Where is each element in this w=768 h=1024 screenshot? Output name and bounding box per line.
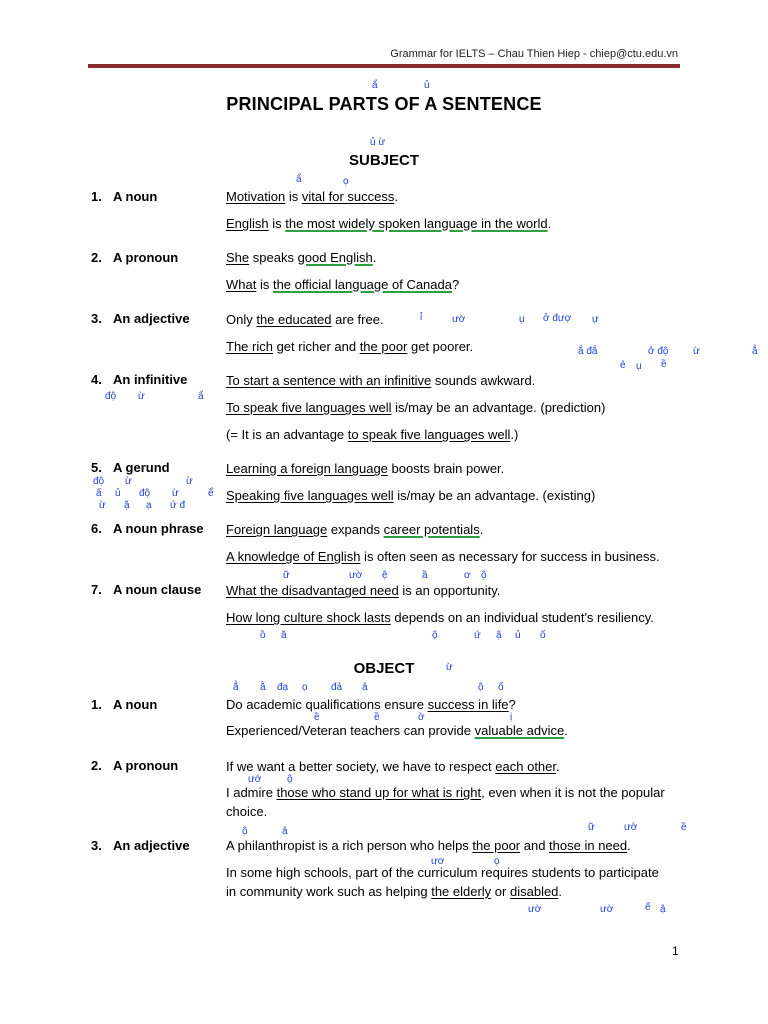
annotation-mark: ừ [172, 488, 179, 499]
underlined-phrase: the educated [256, 312, 332, 327]
underlined-phrase: the poor [359, 339, 408, 354]
sentence-text: . [547, 216, 552, 231]
annotation-mark: ừ [446, 662, 453, 673]
annotation-mark: đạ [277, 682, 289, 693]
sentence-text: Experienced/Veteran teachers can provide [226, 723, 475, 738]
sentence-text: is/may be an advantage. (existing) [393, 488, 596, 503]
underlined-phrase: What [226, 277, 257, 292]
item-number: 7. [91, 582, 102, 597]
underlined-phrase: A knowledge of English [226, 549, 361, 564]
sentence-text: is/may be an advantage. (prediction) [391, 400, 606, 415]
annotation-mark: ươ [431, 856, 445, 867]
sentence-text: sounds awkward. [431, 373, 536, 388]
sentence-text: get richer and [272, 339, 360, 354]
item-label: A gerund [113, 460, 170, 475]
annotation-mark: ở độ [648, 346, 669, 357]
example-sentence [226, 486, 595, 505]
item-number: 3. [91, 838, 102, 853]
item-number: 2. [91, 250, 102, 265]
page-header: Grammar for IELTS – Chau Thien Hiep - chiep@ctu.edu.vn [390, 48, 678, 60]
annotation-mark: ườ [624, 822, 638, 833]
annotation-mark: ủ [115, 488, 121, 499]
annotation-mark: ườ [349, 570, 363, 581]
underlined-phrase: good English [297, 250, 373, 265]
example-sentence [226, 459, 504, 478]
annotation-mark: ề [374, 712, 380, 723]
annotation-mark: ừ [693, 346, 700, 357]
annotation-mark: ẩ [198, 391, 204, 402]
underlined-phrase: success in life [427, 697, 509, 712]
annotation-mark: ừ [186, 476, 193, 487]
sentence-text: ? [451, 277, 460, 292]
underlined-phrase: vital for success [301, 189, 395, 204]
underlined-phrase: the most widely spoken language in the world [285, 216, 548, 231]
annotation-mark: ừ [138, 391, 145, 402]
annotation-mark: ề [314, 712, 320, 723]
sentence-text: ? [508, 697, 516, 712]
annotation-mark: ộ [432, 630, 438, 641]
underlined-phrase: each other [495, 759, 556, 774]
example-sentence [226, 547, 660, 566]
underlined-phrase: Foreign language [226, 522, 328, 537]
sentence-text: . [627, 838, 631, 853]
example-sentence [226, 836, 631, 855]
example-sentence [226, 581, 500, 600]
annotation-mark: ừ [99, 500, 106, 511]
sentence-text: I admire [226, 785, 277, 800]
page-title: PRINCIPAL PARTS OF A SENTENCE [226, 94, 542, 114]
annotation-mark: ằ [260, 682, 266, 693]
annotation-mark: ầ [422, 570, 428, 581]
annotation-mark: ố [540, 630, 546, 641]
item-label: A noun clause [113, 582, 202, 597]
example-sentence [226, 783, 666, 821]
item-label: A pronoun [113, 758, 179, 773]
annotation-mark: ơ [464, 570, 471, 581]
annotation-mark: ả [282, 826, 288, 837]
underlined-phrase: What the disadvantaged need [226, 583, 399, 598]
underlined-phrase: How long culture shock lasts [226, 610, 391, 625]
underlined-phrase: To start a sentence with an infinitive [226, 373, 432, 388]
underlined-phrase: valuable advice [474, 723, 565, 738]
annotation-mark: ẳ [752, 346, 758, 357]
sentence-text: get poorer. [407, 339, 474, 354]
annotation-mark: ề [661, 359, 667, 370]
annotation-mark: ự [592, 314, 599, 325]
example-sentence [226, 863, 666, 901]
underlined-phrase: The rich [226, 339, 273, 354]
annotation-mark: độ [105, 391, 117, 402]
sentence-text: . [479, 522, 484, 537]
annotation-mark: ườ [600, 904, 614, 915]
sentence-text: is [256, 277, 273, 292]
annotation-mark: ứ đ [170, 500, 186, 511]
example-sentence [226, 275, 459, 294]
annotation-mark: ộ [287, 774, 293, 785]
underlined-phrase: Speaking five languages well [226, 488, 394, 503]
item-number: 3. [91, 311, 102, 326]
underlined-phrase: English [226, 216, 269, 231]
annotation-mark: ệ [382, 570, 388, 581]
annotation-mark: ẳ [233, 682, 239, 693]
example-sentence [226, 520, 483, 539]
example-sentence [226, 608, 654, 627]
example-sentence [226, 695, 516, 714]
sentence-text: . [558, 884, 563, 899]
sentence-text: If we want a better society, we have to respect [226, 759, 496, 774]
sentence-text: is often seen as necessary for success in business. [360, 549, 660, 564]
underlined-phrase: to speak five languages well [347, 427, 511, 442]
annotation-mark: ế [645, 902, 651, 913]
example-sentence [226, 310, 384, 329]
sentence-text: .) [510, 427, 519, 442]
annotation-mark: ấ [96, 488, 102, 499]
sentence-text: depends on an individual student's resiliency. [390, 610, 654, 625]
underlined-phrase: She [226, 250, 250, 265]
example-sentence [226, 337, 473, 356]
underlined-phrase: Motivation [226, 189, 286, 204]
sentence-text: . [372, 250, 377, 265]
example-sentence [226, 425, 518, 444]
item-label: An adjective [113, 311, 190, 326]
annotation-mark: ắ đắ [578, 346, 598, 357]
item-number: 1. [91, 189, 102, 204]
item-number: 5. [91, 460, 102, 475]
annotation-mark: ụ [636, 361, 642, 372]
sentence-text: . [564, 723, 568, 738]
example-sentence [226, 214, 551, 233]
annotation-mark: ụ [519, 314, 525, 325]
annotation-mark: ờ [418, 712, 425, 723]
annotation-mark: ề [681, 822, 687, 833]
sentence-text: Do academic qualifications ensure [226, 697, 428, 712]
sentence-text: or [491, 884, 510, 899]
annotation-mark: ủ ừ [370, 137, 386, 148]
sentence-text: , even when it is not the popular choice. [226, 785, 665, 819]
item-number: 2. [91, 758, 102, 773]
annotation-mark: ể [208, 488, 214, 499]
sentence-text: expands [327, 522, 384, 537]
annotation-mark: ữ [283, 570, 290, 581]
annotation-mark: ỉ [420, 312, 423, 323]
annotation-mark: ẩ [372, 80, 378, 91]
sentence-text: . [556, 759, 560, 774]
annotation-mark: ă [281, 630, 287, 641]
annotation-mark: ộ [478, 682, 484, 693]
underlined-phrase: To speak five languages well [226, 400, 392, 415]
page-number: 1 [672, 944, 679, 958]
underlined-phrase: the elderly [431, 884, 492, 899]
annotation-mark: ả [362, 682, 368, 693]
example-sentence [226, 398, 605, 417]
annotation-mark: ậ [496, 630, 502, 641]
annotation-mark: độ [139, 488, 151, 499]
annotation-mark: ặ [124, 500, 130, 511]
sentence-text: (= It is an advantage [226, 427, 348, 442]
annotation-mark: ộ [242, 826, 248, 837]
item-number: 6. [91, 521, 102, 536]
annotation-mark: ướ [248, 774, 262, 785]
annotation-mark: ẻ [620, 360, 626, 371]
annotation-mark: ở đượ [543, 313, 572, 324]
annotation-mark: ọ [302, 682, 308, 693]
annotation-mark: ọ [494, 856, 500, 867]
annotation-mark: đả [331, 682, 343, 693]
annotation-mark: ọ [343, 176, 349, 187]
underlined-phrase: the official language of Canada [272, 277, 452, 292]
item-label: A pronoun [113, 250, 179, 265]
sentence-text: is an opportunity. [398, 583, 501, 598]
annotation-mark: ứ [474, 630, 481, 641]
annotation-mark: ủ [424, 80, 430, 91]
example-sentence [226, 248, 376, 267]
sentence-text: . [394, 189, 398, 204]
sentence-text: A philanthropist is a rich person who helps [226, 838, 473, 853]
annotation-mark: ườ [452, 314, 466, 325]
example-sentence [226, 757, 560, 776]
example-sentence [226, 371, 535, 390]
annotation-mark: ậ [660, 904, 666, 915]
annotation-mark: ị [510, 712, 513, 723]
subject-heading: SUBJECT [348, 152, 419, 169]
sentence-text: boosts brain power. [387, 461, 505, 476]
sentence-text: speaks [249, 250, 298, 265]
sentence-text: are free. [331, 312, 384, 327]
annotation-mark: độ [93, 476, 105, 487]
underlined-phrase: disabled [509, 884, 559, 899]
item-number: 1. [91, 697, 102, 712]
annotation-mark: ữ [588, 822, 595, 833]
annotation-mark: ẩ [296, 174, 302, 185]
sentence-text: and [520, 838, 550, 853]
sentence-text: In some high schools, part of the curriculum requires students to participate in community work such as helping [226, 865, 659, 899]
underlined-phrase: those in need [549, 838, 628, 853]
item-number: 4. [91, 372, 102, 387]
annotation-mark: ố [498, 682, 504, 693]
underlined-phrase: the poor [472, 838, 521, 853]
item-label: An infinitive [113, 372, 188, 387]
sentence-text: is [285, 189, 302, 204]
annotation-mark: ồ [260, 630, 266, 641]
annotation-mark: ườ [528, 904, 542, 915]
annotation-mark: ừ [125, 476, 132, 487]
underlined-phrase: those who stand up for what is right [276, 785, 482, 800]
annotation-mark: ủ [515, 630, 521, 641]
underlined-phrase: career potentials [383, 522, 480, 537]
object-heading: OBJECT [353, 660, 415, 677]
sentence-text: is [268, 216, 286, 231]
sentence-text: Only [226, 312, 257, 327]
example-sentence [226, 187, 398, 206]
annotation-mark: ộ [481, 570, 487, 581]
item-label: A noun phrase [113, 521, 204, 536]
item-label: A noun [113, 189, 158, 204]
example-sentence [226, 721, 568, 740]
header-rule [88, 64, 680, 68]
underlined-phrase: Learning a foreign language [226, 461, 388, 476]
item-label: An adjective [113, 838, 190, 853]
item-label: A noun [113, 697, 158, 712]
annotation-mark: ạ [146, 500, 152, 511]
